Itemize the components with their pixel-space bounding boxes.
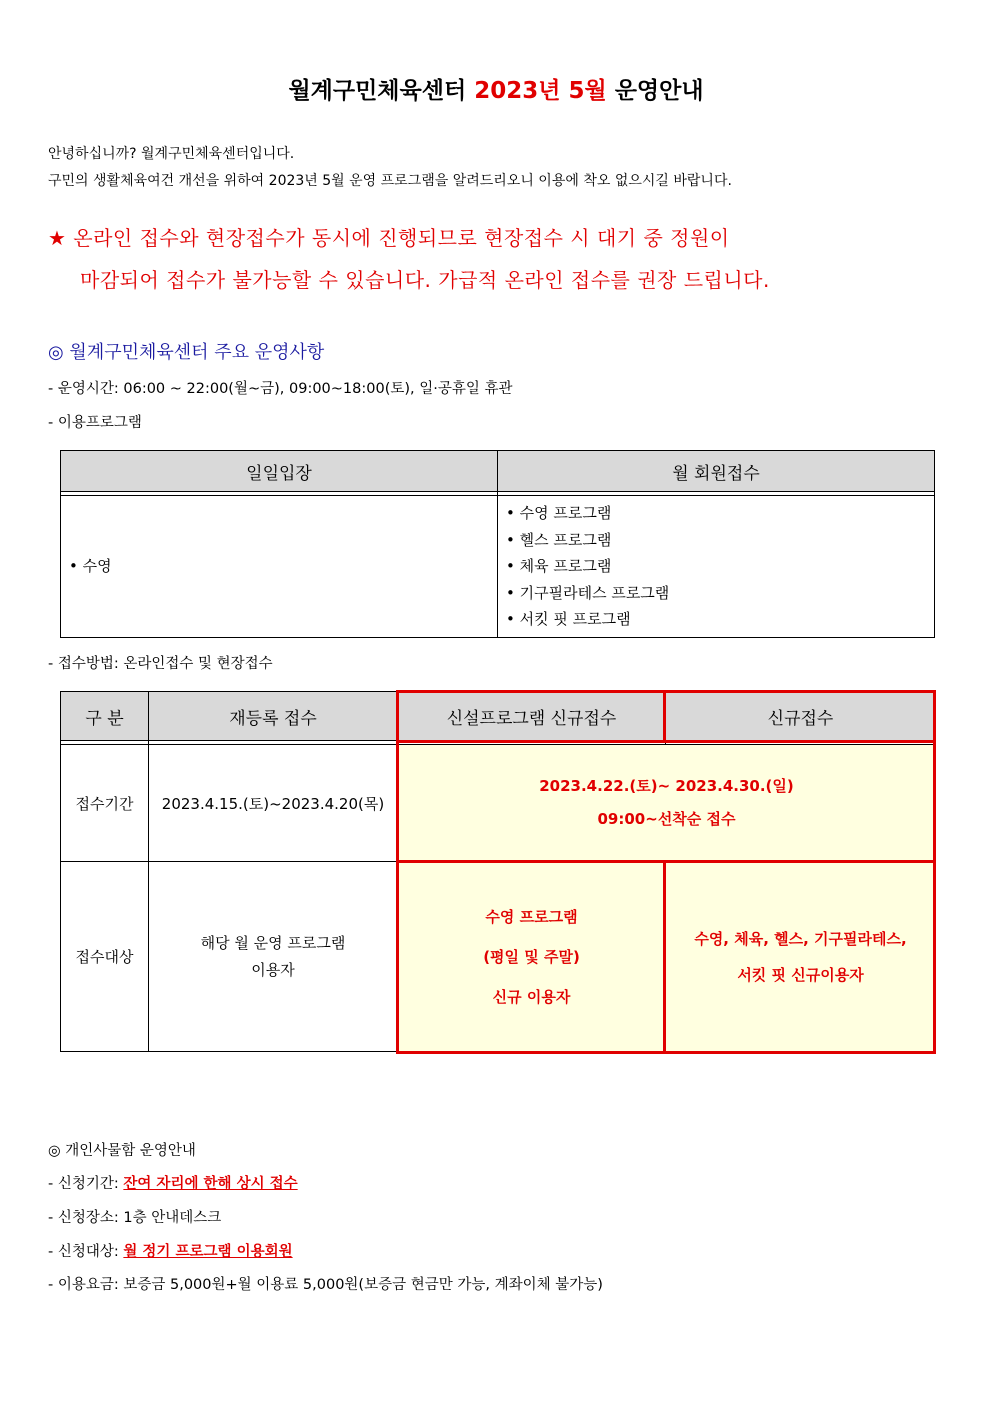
operating-hours: - 운영시간: 06:00 ~ 22:00(월~금), 09:00~18:00(토), 일·공휴일 휴관: [48, 381, 513, 397]
program-daily-cell: [61, 496, 498, 638]
locker-target-label: - 신청대상:: [48, 1244, 124, 1260]
reg-target-reregister-line: 해당 월 운영 프로그램: [200, 933, 346, 952]
program-monthly-cell: [498, 496, 935, 638]
program-monthly-item: • 헬스 프로그램: [506, 530, 612, 549]
program-monthly-item: • 기구필라테스 프로그램: [506, 583, 670, 602]
page-title: [0, 72, 992, 105]
reg-target-new-line: 서킷 핏 신규이용자: [737, 965, 864, 984]
reg-header-category: 구 분: [61, 692, 149, 741]
reg-target-reregister: [149, 862, 398, 1052]
locker-period: [48, 1172, 298, 1193]
locker-period-label: - 신청기간:: [48, 1176, 124, 1192]
title-prefix: 월계구민체육센터: [288, 78, 467, 104]
title-highlight: 2023년 5월: [474, 78, 607, 104]
reg-header-reregister: 재등록 접수: [149, 692, 398, 741]
reg-target-new-line: 수영, 체육, 헬스, 기구필라테스,: [694, 929, 907, 948]
reg-target-new-program-line: 수영 프로그램: [485, 907, 578, 926]
reg-period-new-time: 09:00~선착순 접수: [597, 810, 736, 828]
program-header-daily: 일일입장: [61, 451, 498, 492]
section-heading-locker: ◎ 개인사물함 운영안내: [48, 1143, 196, 1159]
reg-header-new-program: 신설프로그램 신규접수: [398, 692, 666, 741]
intro-line-2: 구민의 생활체육여건 개선을 위하여 2023년 5월 운영 프로그램을 알려드리오니 이용에 착오 없으시길 바랍니다.: [48, 173, 732, 189]
locker-place: - 신청장소: 1층 안내데스크: [48, 1210, 222, 1226]
locker-period-value: 잔여 자리에 한해 상시 접수: [123, 1176, 298, 1192]
program-monthly-item: • 수영 프로그램: [506, 504, 612, 522]
program-monthly-item: • 서킷 핏 프로그램: [506, 610, 631, 629]
reg-target-new-program-line: 신규 이용자: [492, 987, 571, 1006]
reg-target-new-program: [398, 862, 666, 1052]
registration-method: - 접수방법: 온라인접수 및 현장접수: [48, 656, 273, 672]
program-table: [60, 450, 935, 638]
reg-target-new: [666, 862, 936, 1052]
locker-fee: - 이용요금: 보증금 5,000원+월 이용료 5,000원(보증금 현금만 가능, 계좌이체 불가능): [48, 1277, 603, 1293]
reg-header-new: 신규접수: [666, 692, 936, 741]
title-suffix: 운영안내: [614, 78, 704, 104]
locker-target-value: 월 정기 프로그램 이용회원: [123, 1244, 293, 1260]
reg-period-new-dates: 2023.4.22.(토)~ 2023.4.30.(일): [539, 777, 794, 795]
reg-period-label: 접수기간: [61, 745, 149, 862]
reg-period-new: [398, 745, 936, 862]
intro-line-1: 안녕하십니까? 월계구민체육센터입니다.: [48, 146, 295, 162]
program-daily-item: • 수영: [69, 557, 112, 576]
reg-target-reregister-line: 이용자: [251, 960, 295, 979]
section-heading-operations: ◎ 월계구민체육센터 주요 운영사항: [48, 342, 325, 363]
notice-line-1: ★ 온라인 접수와 현장접수가 동시에 진행되므로 현장접수 시 대기 중 정원이: [48, 226, 730, 250]
reg-target-label: 접수대상: [61, 862, 149, 1052]
program-header-monthly: 월 회원접수: [498, 451, 935, 492]
notice-line-2: 마감되어 접수가 불가능할 수 있습니다. 가급적 온라인 접수를 권장 드립니다.: [80, 268, 770, 292]
reg-period-reregister: 2023.4.15.(토)~2023.4.20(목): [149, 745, 398, 862]
reg-target-new-program-line: (평일 및 주말): [483, 947, 580, 966]
programs-label: - 이용프로그램: [48, 415, 142, 431]
locker-target: [48, 1240, 293, 1261]
registration-table: [60, 691, 936, 1052]
program-monthly-item: • 체육 프로그램: [506, 557, 612, 576]
